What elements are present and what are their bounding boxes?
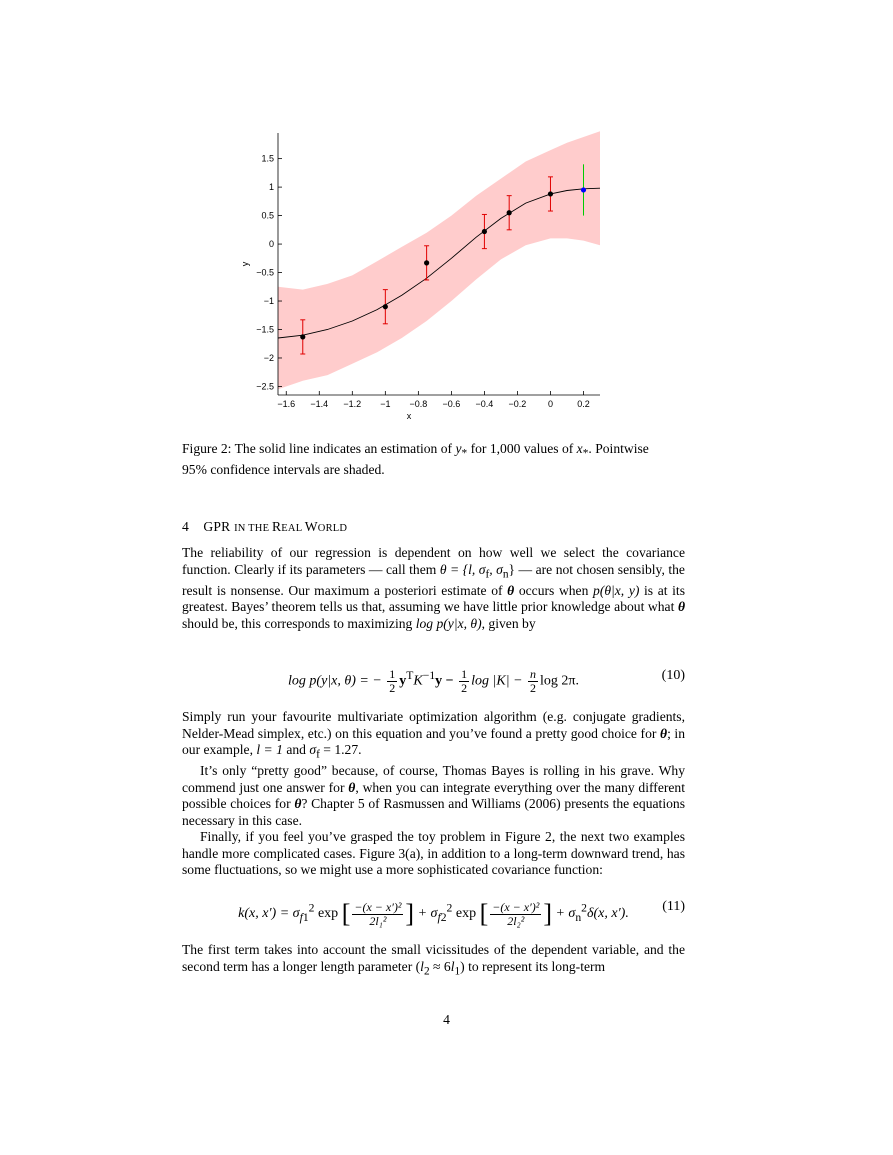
- caption-text-3: . Pointwise: [588, 441, 649, 456]
- eq10-f3-den: 2: [530, 681, 537, 695]
- eq11-frac-2: [490, 901, 541, 928]
- p5-text-b: ) to represent its long-term: [460, 958, 606, 974]
- x-tick-label-2: −1.4: [310, 399, 329, 409]
- eq11-exp1: exp: [314, 906, 342, 922]
- eq10-frac-1: [387, 668, 397, 695]
- eq11-rbracket-2: ]: [543, 899, 552, 928]
- x-tick-label-8: −0.2: [508, 399, 527, 409]
- eq11-s1-sub: [300, 911, 309, 924]
- p3-text-b: , when you can integrate everything over the many different possible choices for: [182, 779, 685, 812]
- p2-text-1: Simply run your favourite multivariate optimization algorithm (e.g. conjugate gradients, Nelder-Mead simplex, etc.) on this equation and you’ve found a pretty good choice for: [182, 709, 685, 741]
- eq11-plus2: + σ: [551, 906, 576, 922]
- p1-text-c: occurs when: [514, 582, 594, 598]
- p1-p-expr: p(θ|x, y): [593, 582, 640, 598]
- y-tick-label-2: 1: [268, 182, 274, 193]
- eq11-exp2: exp: [452, 906, 480, 922]
- eq10-sup-t: T: [406, 669, 414, 683]
- eq11-s1-idx: 1: [302, 911, 309, 925]
- p4-text: Finally, if you feel you’ve grasped the toy problem in Figure 2, the next two examples handle more complicated cases. Figure 3(a), in addition to a long-term downward trend, has some fluctuations, so we might use a more sophisticated covariance function:: [182, 829, 685, 878]
- p2-sigma-val: = 1.27: [319, 742, 359, 757]
- caption-var-x: x: [576, 441, 583, 456]
- data-point-2: [383, 304, 388, 309]
- eq11-f2-num: −(x − x′)²: [492, 899, 540, 914]
- section-title-c: R: [272, 519, 282, 534]
- p5-l2-sub: 2: [423, 965, 430, 978]
- p1-theta-end: }: [508, 561, 516, 577]
- paragraph-2: [182, 709, 685, 879]
- eq10-y2: y −: [435, 673, 458, 689]
- equation-10: [182, 664, 685, 695]
- p2-sigma: σ: [309, 742, 317, 757]
- data-point-3: [424, 260, 429, 265]
- eq10-f1-num: 1: [389, 667, 396, 681]
- eq10-rhs: log 2π.: [540, 673, 579, 689]
- eq11-s2-sub-f: f: [437, 911, 441, 925]
- p1-text-e: should be, this corresponds to maximizing: [182, 615, 416, 631]
- eq10-y: y: [399, 673, 407, 689]
- p1-theta-def: θ = {l, σ: [439, 561, 486, 577]
- eq11-lhs: k(x, x′) = σ: [238, 906, 300, 922]
- eq11-frac-1: [352, 901, 403, 928]
- y-tick-label-6: −1: [263, 296, 274, 307]
- y-tick-label-5: −0.5: [256, 267, 274, 278]
- confidence-band: [278, 131, 600, 389]
- eq10-k: K: [413, 673, 423, 689]
- p1-theta-2: θ: [677, 599, 685, 615]
- p2-l-val: l = 1: [256, 742, 283, 757]
- eq11-f1-num: −(x − x′)²: [354, 899, 402, 914]
- p2-theta-1: θ: [660, 725, 668, 741]
- figure-caption: [182, 441, 685, 479]
- section-number: 4: [182, 519, 189, 534]
- page-number: 4: [443, 1012, 450, 1027]
- eq11-s1-sup: 2: [308, 901, 315, 915]
- paragraph-5: [182, 942, 685, 980]
- equation-11-math: [182, 899, 685, 929]
- p3-text-a: It’s only “pretty good” because, of course, Thomas Bayes is rolling in his grave. Why commend just one answer for: [182, 763, 685, 795]
- eq11-lbracket-1: [: [341, 899, 351, 928]
- y-tick-label-4: 0: [268, 239, 274, 250]
- eq10-sup-inv: −1: [422, 669, 436, 683]
- p3-theta-1: θ: [348, 779, 356, 795]
- eq11-s2-idx: 2: [440, 911, 447, 925]
- p1-sub-f: f: [485, 568, 490, 581]
- eq11-s3-sup: 2: [581, 901, 587, 915]
- eq10-f3-num: n: [530, 667, 537, 681]
- p2-end: .: [358, 742, 362, 757]
- figure-2-plot: [230, 125, 610, 420]
- x-tick-label-4: −1: [380, 399, 391, 409]
- p2-sigma-sub: f: [316, 748, 320, 761]
- y-tick-label-9: −2.5: [256, 381, 274, 392]
- eq11-plus1: + σ: [414, 906, 438, 922]
- p5-approx: ≈ 6: [429, 958, 451, 974]
- gpr-chart: [230, 125, 610, 420]
- data-point-4: [482, 229, 487, 234]
- eq10-logk: log |K| −: [471, 673, 527, 689]
- x-tick-label-7: −0.4: [475, 399, 494, 409]
- section-title-e: W: [304, 519, 318, 534]
- caption-text-1: Figure 2: The solid line indicates an estimation of: [182, 441, 456, 456]
- section-heading: [182, 519, 685, 538]
- prediction-point: [581, 187, 586, 192]
- eq10-frac-2: [459, 668, 469, 695]
- eq10-f2-num: 1: [461, 667, 468, 681]
- equation-11: [182, 895, 685, 928]
- y-tick-label-3: 0.5: [261, 210, 274, 221]
- eq11-s2-sub: [437, 911, 446, 924]
- p2-text-2: ; in our example,: [182, 725, 685, 757]
- caption-var-y: y: [455, 441, 462, 456]
- eq11-tail: δ(x, x′).: [587, 906, 629, 922]
- eq10-frac-3: [528, 668, 538, 695]
- eq11-f1-den: 2l₁²: [369, 913, 387, 928]
- x-tick-label-9: 0: [547, 399, 553, 409]
- eq11-s2-sup: 2: [446, 901, 453, 915]
- x-tick-label-1: −1.6: [277, 399, 296, 409]
- eq11-s3-sub: n: [575, 911, 582, 925]
- caption-text-2: for 1,000 values of: [467, 441, 577, 456]
- p3-text-c: ? Chapter 5 of Rasmussen and Williams (2006) presents the equations necessary in this case.: [182, 796, 685, 828]
- data-point-1: [300, 334, 305, 339]
- data-point-5: [507, 210, 512, 215]
- section-title-a: GPR: [203, 519, 235, 534]
- y-tick-label-1: 1.5: [261, 153, 274, 164]
- eq11-lbracket-2: [: [479, 899, 489, 928]
- p1-log-expr: log p(y|x, θ): [415, 615, 482, 631]
- caption-line-2: 95% confidence intervals are shaded.: [182, 462, 385, 478]
- equation-11-number: (11): [662, 899, 685, 914]
- p1-text-b: — are not chosen sensibly, the result is nonsense. Our maximum a posteriori estimate of: [182, 561, 685, 598]
- caption-sub-1: *: [461, 447, 468, 460]
- eq11-rbracket-1: ]: [405, 899, 415, 928]
- p1-theta-mid: , σ: [489, 561, 503, 577]
- paragraph-1: [182, 545, 685, 632]
- eq11-f2-den: 2l₂²: [507, 913, 525, 928]
- equation-10-number: (10): [661, 668, 685, 683]
- y-tick-label-8: −2: [263, 352, 274, 363]
- p1-text-d: is at its greatest. Bayes’ theorem tells us that, assuming we have little prior knowledge about what: [182, 582, 685, 615]
- p5-text-a: The first term takes into account the small vicissitudes of the dependent variable, and the second term has a longer length parameter (: [182, 942, 685, 974]
- eq10-f1-den: 2: [389, 681, 396, 695]
- p1-theta-1: θ: [507, 582, 515, 598]
- section-title-d: EAL: [281, 523, 305, 534]
- p1-text-a: The reliability of our regression is dependent on how well we select the covariance function. Clearly if its parameters — call them: [182, 545, 685, 577]
- section-title-b: IN THE: [234, 523, 273, 534]
- p5-l1: l: [450, 958, 455, 974]
- p1-text-f: , given by: [481, 615, 536, 631]
- caption-sub-2: *: [582, 447, 589, 460]
- section-title-f: ORLD: [317, 523, 348, 534]
- data-point-6: [548, 191, 553, 196]
- x-tick-label-5: −0.8: [409, 399, 428, 409]
- x-axis-label: x: [406, 411, 412, 420]
- p2-and: and: [282, 742, 310, 757]
- y-tick-label-7: −1.5: [256, 324, 274, 335]
- eq10-f2-den: 2: [461, 681, 468, 695]
- p5-l1-sub: 1: [454, 965, 461, 978]
- equation-10-math: [182, 668, 685, 695]
- eq10-lhs: log p(y|x, θ) = −: [288, 673, 382, 689]
- x-tick-label-3: −1.2: [343, 399, 362, 409]
- y-axis-label: y: [240, 261, 250, 267]
- p1-sub-n: n: [502, 568, 509, 581]
- p3-theta-2: θ: [294, 796, 302, 812]
- x-tick-label-10: 0.2: [577, 399, 590, 409]
- x-tick-label-6: −0.6: [442, 399, 461, 409]
- eq11-s1-sub-f: f: [299, 911, 303, 925]
- p5-l2: l: [420, 958, 424, 974]
